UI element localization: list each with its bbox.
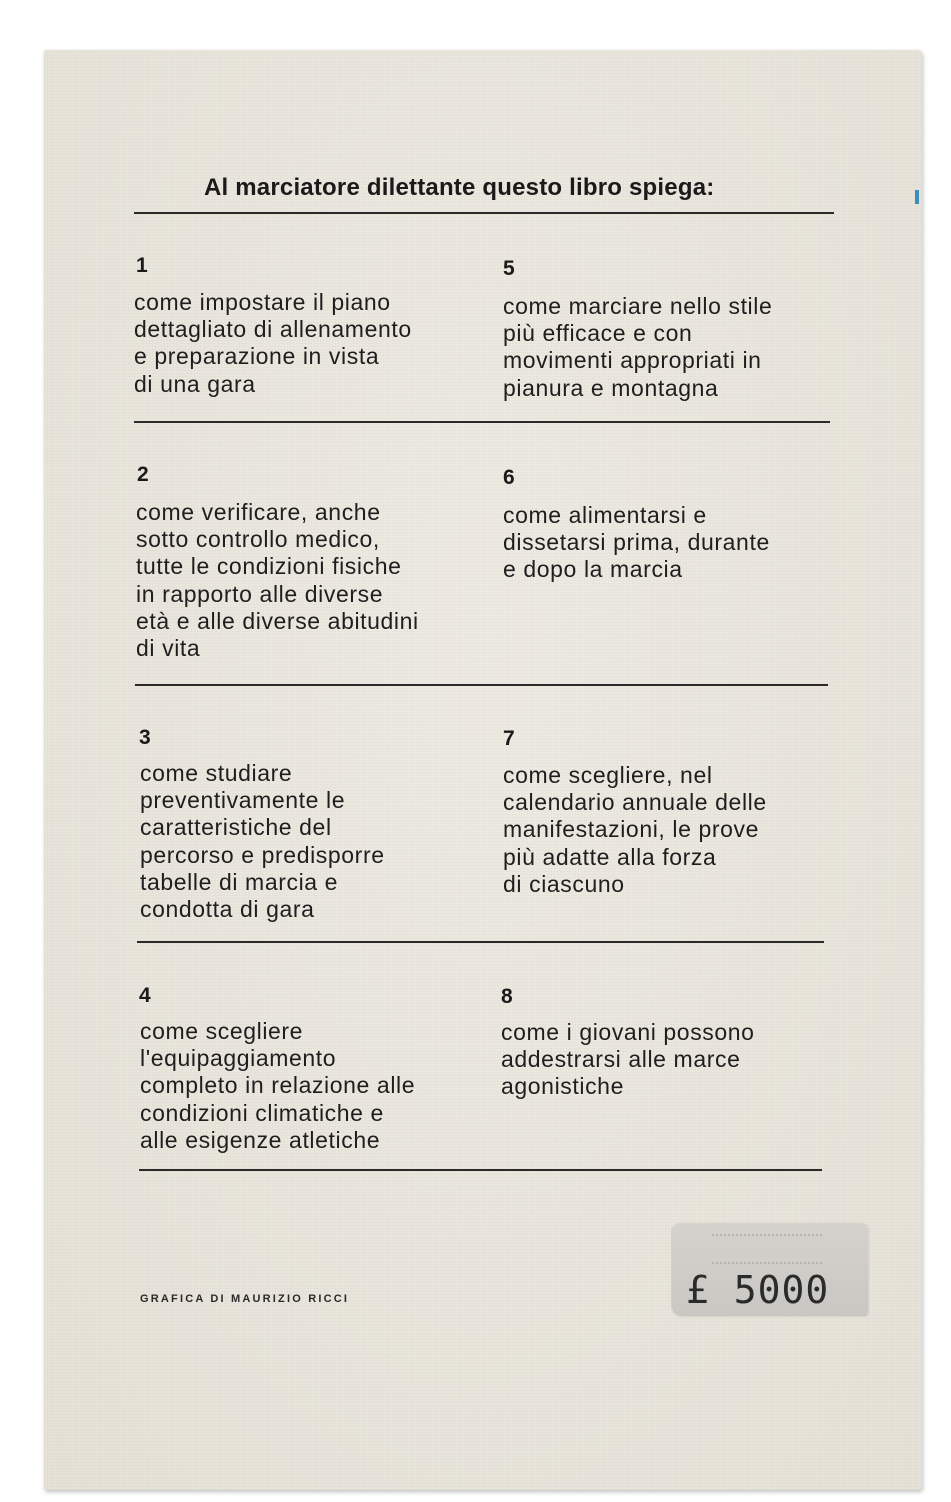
item-number: 8 xyxy=(501,985,513,1008)
price-sticker xyxy=(672,1224,868,1316)
item-number: 2 xyxy=(137,463,149,486)
price-label: £ 5000 xyxy=(686,1268,830,1312)
item-text: come studiare preventivamente le caratteristiche del percorso e predisporre tabelle di marcia e condotta di gara xyxy=(140,760,385,923)
item-text: come scegliere, nel calendario annuale delle manifestazioni, le prove più adatte alla forza di ciascuno xyxy=(503,762,767,897)
item-number: 1 xyxy=(136,254,148,277)
item-text: come verificare, anche sotto controllo medico, tutte le condizioni fisiche in rapporto alle diverse età e alle diverse abitudini di vita xyxy=(136,499,419,662)
item-number: 4 xyxy=(139,984,151,1007)
item-text: come impostare il piano dettagliato di allenamento e preparazione in vista di una gara xyxy=(134,289,412,397)
item-text: come i giovani possono addestrarsi alle marce agonistiche xyxy=(501,1019,755,1100)
item-text: come marciare nello stile più efficace e con movimenti appropriati in pianura e montagna xyxy=(503,293,773,401)
item-text: come scegliere l'equipaggiamento completo in relazione alle condizioni climatiche e alle esigenze atletiche xyxy=(140,1018,416,1153)
item-text: come alimentarsi e dissetarsi prima, durante e dopo la marcia xyxy=(503,502,770,583)
section-rule xyxy=(137,941,824,943)
section-rule xyxy=(139,1169,822,1171)
section-rule xyxy=(135,684,828,686)
headline-rule xyxy=(134,212,834,214)
section-rule xyxy=(134,421,830,423)
sticker-residue xyxy=(712,1234,822,1264)
item-number: 6 xyxy=(503,466,515,489)
item-number: 7 xyxy=(503,727,515,750)
item-number: 5 xyxy=(503,257,515,280)
item-number: 3 xyxy=(139,726,151,749)
design-credit: GRAFICA DI MAURIZIO RICCI xyxy=(140,1293,350,1305)
cover-headline: Al marciatore dilettante questo libro spiega: xyxy=(204,174,715,201)
cover-edge-mark xyxy=(915,190,919,204)
